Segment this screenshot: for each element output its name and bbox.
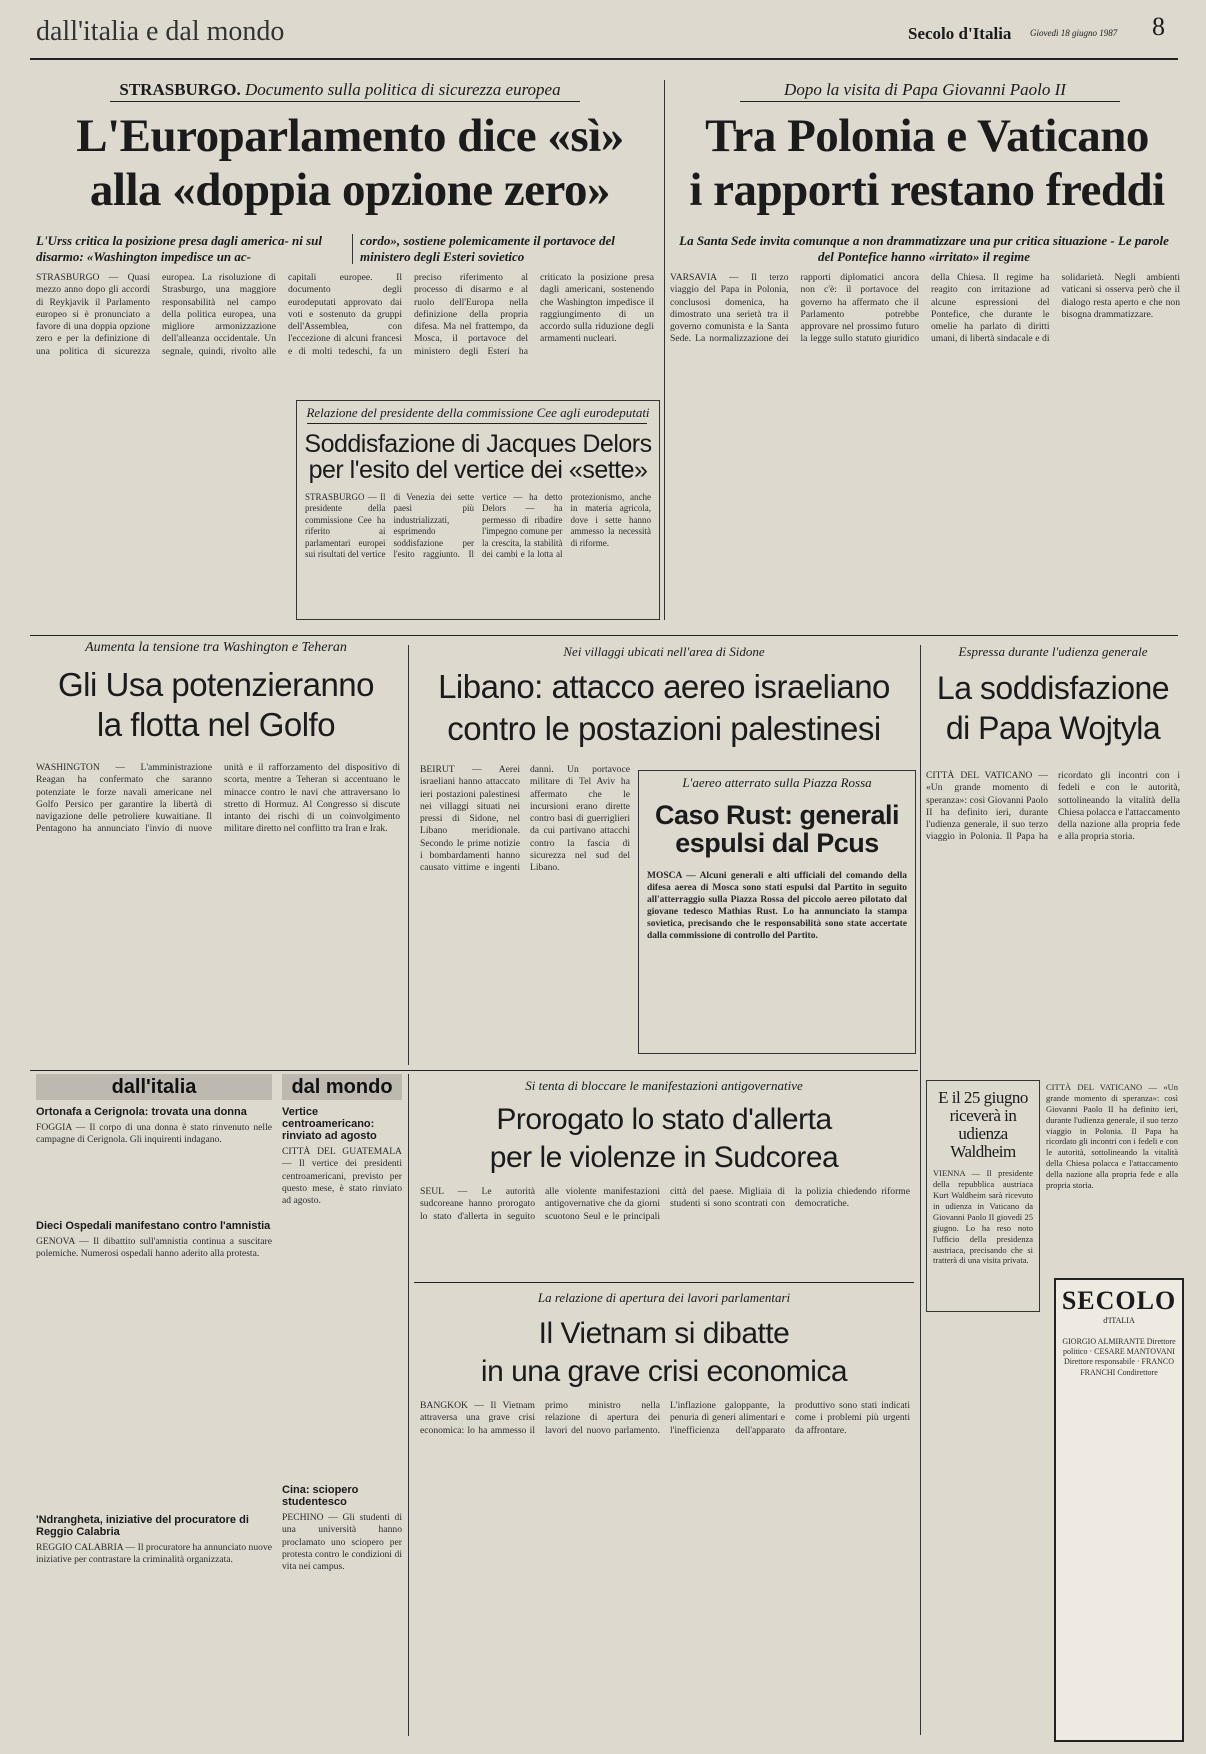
italia-bar: dall'italia [36,1074,272,1100]
section-title: dall'italia e dal mondo [36,16,285,47]
italia-body-1: FOGGIA — Il corpo di una donna è stato rinvenuto nelle campagne di Cerignola. Gli inquirenti indagano. [36,1122,272,1146]
golfo-headline-1: Gli Usa potenzieranno [57,666,375,703]
mondo-headline-1: Vertice centroamericano: rinviato ad agosto [282,1106,377,1142]
europarlamento-kicker [60,80,620,100]
polonia-subhead: La Santa Sede invita comunque a non drammatizzare una pur critica situazione - Le parole del Pontefice hanno «irritato» il regime [679,233,1169,265]
italia-headline-2: Dieci Ospedali manifestano contro l'amnistia [36,1220,271,1232]
europarlamento-headline-1: L'Europarlamento dice «sì» [76,110,624,162]
logo-box [1054,1278,1184,1742]
libano-body: BEIRUT — Aerei israeliani hanno attaccato ieri postazioni palestinesi nei villaggi situati nei pressi di Sidone, nel Libano meridionale. Secondo le prime notizie i bombardamenti hanno causato vittime e ingenti danni. Un portavoce militare di Tel Aviv ha affermato che le incursioni erano dirette contro basi di guerriglieri da cui partivano attacchi contro la fascia di sicurezza nel sud del Libano. [420,764,630,874]
page-number: 8 [1152,12,1165,41]
europarlamento-subhead-1: L'Urss critica la posizione presa dagli america- ni sul disarmo: «Washington impedisce un ac- [36,233,323,265]
vietnam-headline-2: in una grave crisi economica [480,1355,848,1388]
logo-staff: GIORGIO ALMIRANTE Direttore politico · CESARE MANTOVANI Direttore responsabile · FRANCO FRANCHI Condirettore [1062,1337,1176,1377]
polonia-body: VARSAVIA — Il terzo viaggio del Papa in Polonia, conclusosi domenica, ha dimostrato una serietà tra il governo comunista e la Santa Sede. La normalizzazione dei rapporti diplomatici ancora non c'è: il portavoce del governo ha affermato che il Parlamento potrebbe approvare nel prossimo futuro la legge sullo statuto giuridico della Chiesa. Il regime ha reagito con irritazione ad alcune espressioni del Pontefice, che durante le omelie ha parlato di diritti umani, di libertà sindacale e di solidarietà. Negli ambienti vaticani si osserva però che il dialogo resta aperto e che non bisogna drammatizzare. [670,272,1180,345]
kicker-location: STRASBURGO. [119,80,241,99]
rust-box [638,770,916,1054]
polonia-kicker-underline [740,101,1120,102]
mondo-column [282,1106,402,1736]
italia-headline-1: Ortonafa a Cerignola: trovata una donna [36,1106,247,1118]
italia-column [36,1106,272,1736]
vietnam-kicker: La relazione di apertura dei lavori parlamentari [537,1290,791,1305]
rust-body: MOSCA — Alcuni generali e alti ufficiali del comando della difesa aerea di Mosca sono stati espulsi dal Partito in seguito all'atterraggio sulla Piazza Rossa del piccolo aereo pilotato dal giovane tedesco Mathias Rust. Lo ha annunciato la stampa sovietica, precisando che le responsabilità sono state accertate dalla commissione di controllo del Partito. [647,870,907,942]
italia-body-3: REGGIO CALABRIA — Il procuratore ha annunciato nuove iniziative per contrastare la criminalità organizzata. [36,1542,272,1566]
polonia-headline-2: i rapporti restano freddi [689,164,1165,216]
delors-headline-2: per l'esito del vertice dei «sette» [308,456,648,485]
delors-body: STRASBURGO — Il presidente della commissione Cee ha riferito ai parlamentari europei sui risultati del vertice di Venezia dei sette paesi più industrializzati, esprimendo soddisfazione per l'esito raggiunto. Il vertice — ha detto Delors — ha permesso di ribadire l'impegno comune per la crescita, la stabilità dei cambi e la lotta al protezionismo, anche in materia agricola, dove i sette hanno ammesso la necessità di riforme. [305,491,651,560]
italia-headline-3: 'Ndrangheta, iniziative del procuratore di Reggio Calabria [36,1514,249,1538]
mid-rule [30,635,1178,636]
kicker-underline [110,101,580,102]
divider-left [408,645,409,1065]
waldheim-body-continued: CITTÀ DEL VATICANO — «Un grande momento di speranza»: così Giovanni Paolo II ha definito ieri, durante l'udienza generale, il suo terzo viaggio in Polonia. Il Papa ha ricordato gli incontri con i fedeli e con le autorità, sottolineando la vitalità della Chiesa polacca e l'attaccamento della nazione alla propria fede e alla propria storia. [1046,1082,1178,1190]
corea-headline-2: per le violenze in Sudcorea [489,1141,839,1174]
golfo-kicker: Aumenta la tensione tra Washington e Teheran [85,640,347,655]
golfo-body: WASHINGTON — L'amministrazione Reagan ha confermato che saranno potenziate le forze navali americane nel Golfo Persico per garantire la libertà di navigazione delle petroliere kuwaitiane. Il Pentagono ha annunciato l'invio di nuove unità e il rafforzamento del dispositivo di scorta, mentre a Teheran si accentuano le minacce contro le navi che attraversano lo stretto di Hormuz. Al Congresso si discute intanto dei rischi di un coinvolgimento militare diretto nel conflitto tra Iran e Irak. [36,762,400,835]
masthead-rule [30,58,1178,60]
corea-kicker: Si tenta di bloccare le manifestazioni antigovernative [525,1078,803,1093]
libano-headline-1: Libano: attacco aereo israeliano [438,668,890,705]
divider-lower-left [408,1074,409,1736]
corea-body: SEUL — Le autorità sudcoreane hanno prorogato lo stato d'allerta in seguito alle violente manifestazioni antigovernative che da giorni scuotono Seul e le principali città del paese. Migliaia di studenti si sono scontrati con la polizia chiedendo riforme democratiche. [420,1186,910,1222]
mondo-body-1: CITTÀ DEL GUATEMALA — Il vertice dei presidenti centroamericani, previsto per questo mese, è stato rinviato ad agosto. [282,1146,402,1207]
rust-headline-2: espulsi dal Pcus [675,828,879,859]
mondo-body-2: PECHINO — Gli studenti di una università hanno proclamato uno sciopero per protesta contro le condizioni di vita nei campus. [282,1512,402,1573]
libano-kicker: Nei villaggi ubicati nell'area di Sidone [563,644,765,659]
europarlamento-body: STRASBURGO — Quasi mezzo anno dopo gli accordi di Reykjavik il Parlamento europeo si è pronunciato a favore di una doppia opzione zero e per la definizione di una politica di sicurezza europea. La risoluzione di Strasburgo, una maggiore responsabilità nel campo della politica europea, una migliore armonizzazione dell'alleanza occidentale. Un segnale, quindi, rivolto alle capitali europee. Il documento degli eurodeputati approvato dai voti e sostenuto da gruppi dell'Assemblea, con l'eccezione di alcuni francesi e di molti tedeschi, fa un preciso riferimento al processo di disarmo e al ruolo dell'Europa nella definizione della propria difesa. Ma nel frattempo, da Mosca, il portavoce del ministero degli Esteri ha criticato la posizione presa dagli americani, sostenendo che Washington impedisce il raggiungimento di un accordo sulla riduzione degli armamenti nucleari. [36,272,654,357]
wojtyla-headline-1: La soddisfazione [936,670,1170,706]
europarlamento-headline-2: alla «doppia opzione zero» [89,164,611,216]
delors-kicker: Relazione del presidente della commissione Cee agli eurodeputati [306,405,650,420]
kicker-text: Documento sulla politica di sicurezza europea [245,80,561,99]
corea-rule [414,1282,914,1283]
delors-kicker-underline [307,423,647,424]
waldheim-box [926,1080,1040,1312]
rust-headline-1: Caso Rust: generali [654,800,900,830]
wojtyla-kicker: Espressa durante l'udienza generale [958,644,1148,659]
logo: SECOLO [1061,1286,1177,1315]
libano-headline-2: contro le postazioni palestinesi [447,710,881,747]
issue-date: Giovedì 18 giugno 1987 [1030,28,1118,38]
delors-box [296,400,660,620]
polonia-kicker: Dopo la visita di Papa Giovanni Paolo II [784,80,1066,99]
vietnam-body: BANGKOK — Il Vietnam attraversa una grave crisi economica: lo ha ammesso il primo ministro nella relazione di apertura dei lavori del nuovo parlamento. L'inflazione galoppante, la penuria di generi alimentari e l'inefficienza dell'apparato produttivo sono stati indicati come i problemi più urgenti da affrontare. [420,1400,910,1436]
waldheim-headline: E il 25 giugno riceverà in udienza Waldheim [938,1088,1028,1161]
waldheim-body: VIENNA — Il presidente della repubblica austriaca Kurt Waldheim sarà ricevuto in udienza in Vaticano da Giovanni Paolo II giovedì 25 giugno. Lo ha reso noto l'ufficio della presidenza austriaca, precisando che si tratterà di una visita privata. [933,1168,1033,1266]
italia-body-2: GENOVA — Il dibattito sull'amnistia continua a suscitare polemiche. Numerosi ospedali hanno aderito alla protesta. [36,1236,272,1260]
rust-kicker: L'aereo atterrato sulla Piazza Rossa [682,775,872,790]
logo-sub: d'ITALIA [1103,1316,1135,1325]
paper-name: Secolo d'Italia [908,24,1012,43]
europarlamento-subhead-2: cordo», sostiene polemicamente il portavoce del ministero degli Esteri sovietico [360,233,615,265]
wojtyla-body: CITTÀ DEL VATICANO — «Un grande momento di speranza»: così Giovanni Paolo II ha definito ieri, durante l'udienza generale, il suo terzo viaggio in Polonia. Il Papa ha ricordato gli incontri con i fedeli e con le autorità, sottolineando la vitalità della Chiesa polacca e l'attaccamento della nazione alla propria fede e alla propria storia. [926,770,1180,843]
column-divider-top [664,80,665,620]
divider-right [920,645,921,1735]
golfo-headline-2: la flotta nel Golfo [96,706,336,743]
vietnam-headline-1: Il Vietnam si dibatte [538,1317,790,1350]
wojtyla-headline-2: di Papa Wojtyla [945,710,1161,746]
mondo-bar: dal mondo [282,1074,402,1100]
subhead-divider [352,234,353,264]
polonia-headline-1: Tra Polonia e Vaticano [705,110,1149,162]
corea-headline-1: Prorogato lo stato d'allerta [496,1103,832,1136]
mondo-headline-2: Cina: sciopero studentesco [282,1484,359,1508]
delors-headline-1: Soddisfazione di Jacques Delors [304,430,652,458]
lower-rule [30,1070,918,1071]
